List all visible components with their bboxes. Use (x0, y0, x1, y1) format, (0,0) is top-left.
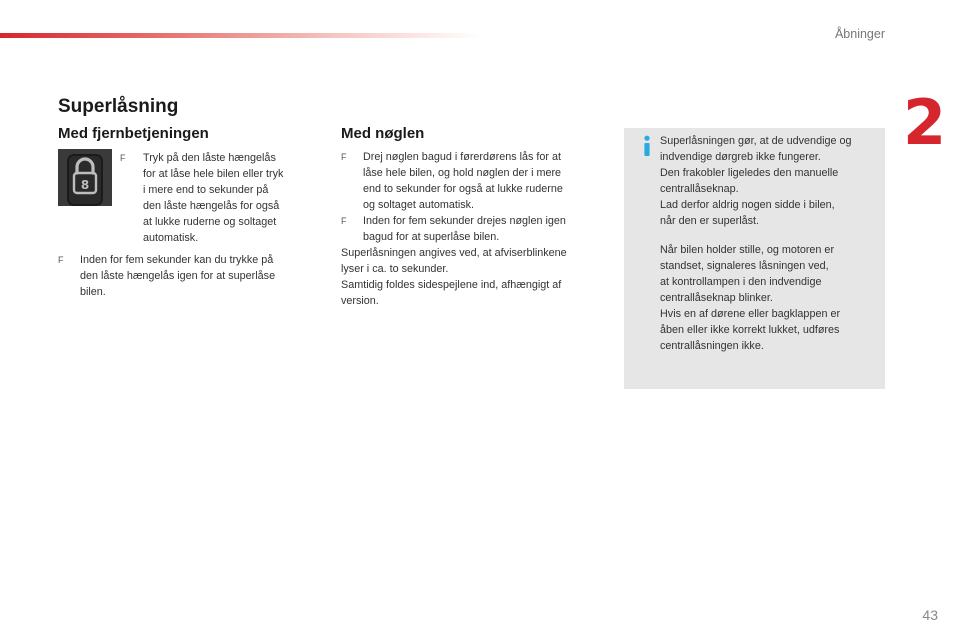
chapter-title: Åbninger (834, 27, 885, 41)
key-bullet-1 (341, 149, 611, 213)
chapter-number: 2 (903, 86, 947, 159)
key-bullet-2 (341, 213, 611, 245)
line: Tryk på den låste hængelås (143, 152, 276, 164)
line: end to sekunder for også at lukke ruderne (363, 183, 563, 195)
line: centrallåseknap blinker. (660, 292, 773, 304)
line: Superlåsningen angives ved, at afviserblinkene (341, 247, 567, 259)
remote-bullet-2 (58, 252, 318, 300)
bullet-marker: F (341, 216, 347, 226)
line: Inden for fem sekunder drejes nøglen igen (363, 215, 566, 227)
line: den låste hængelås igen for at superlåse (80, 270, 276, 282)
page-number: 43 (922, 607, 938, 623)
line: for at låse hele bilen eller tryk (143, 168, 284, 180)
line: bagud for at superlåse bilen. (363, 231, 500, 243)
line: Inden for fem sekunder kan du trykke på (80, 254, 274, 266)
line: når den er superlåst. (660, 215, 760, 227)
line: automatisk. (143, 232, 199, 244)
remote-bullet-1 (120, 150, 315, 246)
line: den låste hængelås for også (143, 200, 280, 212)
line: låse hele bilen, og hold nøglen der i mere (363, 167, 562, 179)
line: åben eller ikke korrekt lukket, udføres (660, 324, 840, 336)
line: standset, signaleres låsningen ved, (660, 260, 829, 272)
line: at kontrollampen i den indvendige (660, 276, 822, 288)
line: indvendige dørgreb ikke fungerer. (660, 151, 821, 163)
info-block-2 (660, 242, 882, 354)
line: centrallåsningen ikke. (660, 340, 764, 352)
line: og soltaget automatisk. (363, 199, 475, 211)
bullet-marker: F (120, 153, 126, 163)
line: at lukke ruderne og soltaget (143, 216, 277, 228)
remote-heading: Med fjernbetjeningen (58, 125, 209, 142)
padlock-button-icon (58, 149, 112, 206)
info-block-1 (660, 133, 882, 229)
bullet-marker: F (341, 152, 347, 162)
line: Superlåsningen gør, at de udvendige og (660, 135, 852, 147)
key-paragraph (341, 245, 616, 309)
svg-text:8: 8 (80, 178, 90, 192)
line: bilen. (80, 286, 106, 298)
line: Samtidig foldes sidespejlene ind, afhængigt af (341, 279, 562, 291)
line: lyser i ca. to sekunder. (341, 263, 449, 275)
line: i mere end to sekunder på (143, 184, 269, 196)
line: centrallåseknap. (660, 183, 739, 195)
line: Den frakobler ligeledes den manuelle (660, 167, 839, 179)
line: Drej nøglen bagud i førerdørens lås for at (363, 151, 562, 163)
line: Når bilen holder stille, og motoren er (660, 244, 835, 256)
line: Lad derfor aldrig nogen sidde i bilen, (660, 199, 835, 211)
page-title: Superlåsning (58, 96, 179, 117)
line: Hvis en af dørene eller bagklappen er (660, 308, 841, 320)
bullet-marker: F (58, 255, 64, 265)
chapter-color-bar (0, 33, 480, 38)
line: version. (341, 295, 379, 307)
key-heading: Med nøglen (341, 125, 425, 142)
info-icon (640, 135, 654, 157)
